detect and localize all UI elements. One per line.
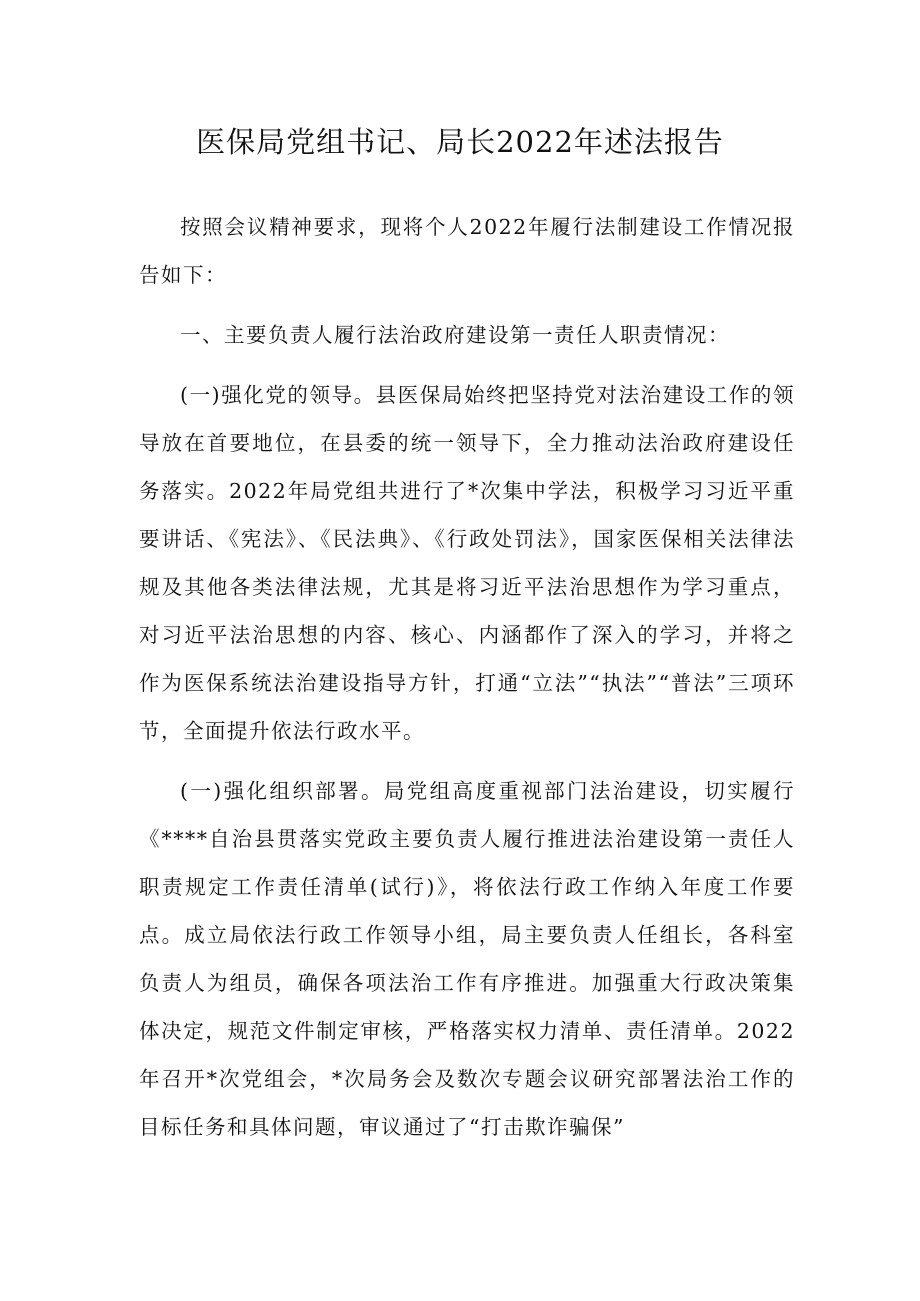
document-title: 医保局党组书记、局长2022年述法报告 — [196, 125, 724, 159]
paragraph-intro: 按照会议精神要求，现将个人2022年履行法制建设工作情况报告如下： — [139, 215, 795, 287]
section-heading-1: 一、主要负责人履行法治政府建设第一责任人职责情况： — [180, 323, 730, 347]
paragraph-organization: (一)强化组织部署。局党组高度重视部门法治建设，切实履行《****自治县贯落实党政主要负责人履行推进法治建设第一责任人职责规定工作责任清单(试行)》，将依法行政工作纳入年度工作要点。成立局依法行政工作领导小组，局主要负责人任组长，各科室负责人为组员，确保各项法治工作有序推进。加强重大行政决策集体决定，规范文件制定审核，严格落实权力清单、责任清单。2022年召开*次党组会，*次局务会及数次专题会议研究部署法治工作的目标任务和具体问题，审议通过了“打击欺诈骗保” — [139, 779, 795, 1139]
document-body — [139, 203, 795, 1151]
paragraph-party-leadership: (一)强化党的领导。县医保局始终把坚持党对法治建设工作的领导放在首要地位，在县委的统一领导下，全力推动法治政府建设任务落实。2022年局党组共进行了*次集中学法，积极学习习近平重要讲话、《宪法》、《民法典》、《行政处罚法》，国家医保相关法律法规及其他各类法律法规，尤其是将习近平法治思想作为学习重点，对习近平法治思想的内容、核心、内涵都作了深入的学习，并将之作为医保系统法治建设指导方针，打通“立法”“执法”“普法”三项环节，全面提升依法行政水平。 — [139, 383, 795, 743]
